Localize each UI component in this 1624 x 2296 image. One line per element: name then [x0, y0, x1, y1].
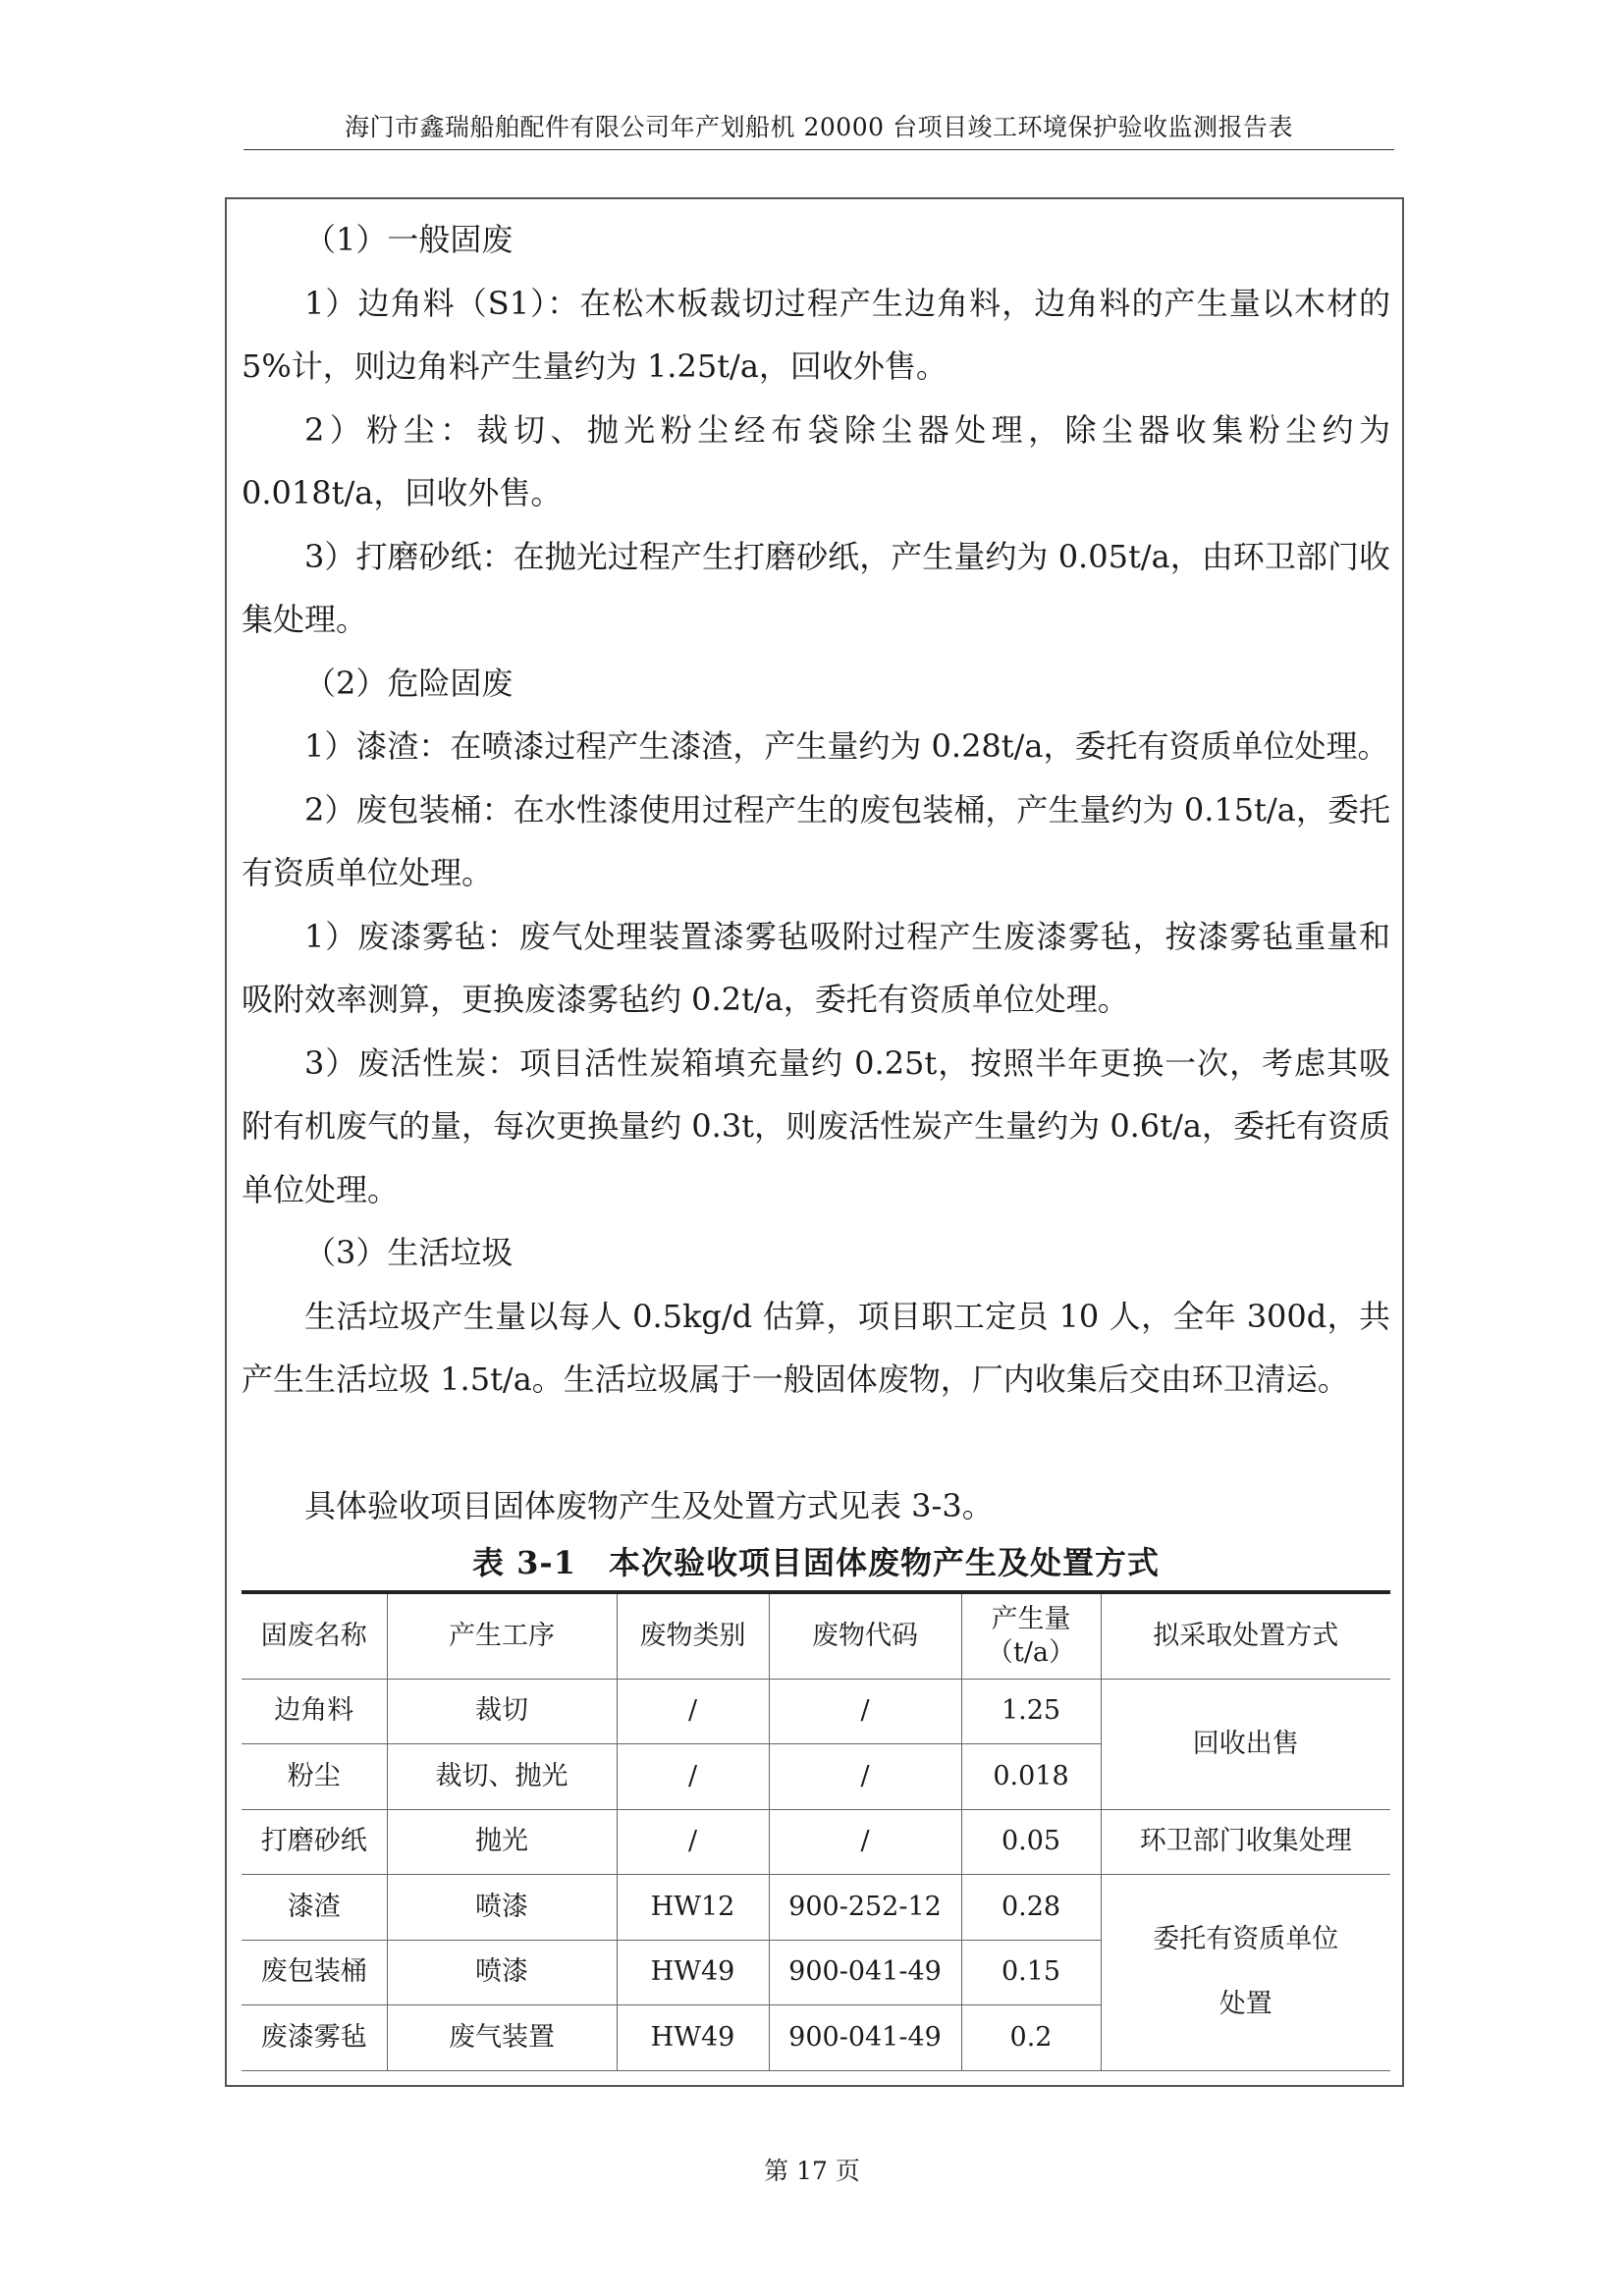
cell-name: 废漆雾毡 — [242, 2005, 387, 2071]
table-header-row — [242, 1592, 1390, 1679]
disposal-qualified-line2: 处置 — [1218, 1989, 1272, 2020]
cell-name: 打磨砂纸 — [242, 1809, 387, 1875]
page-number: 第 17 页 — [764, 2157, 860, 2185]
hazardous-waste-heading: （2）危险固废 — [304, 664, 514, 702]
cell-category: HW12 — [617, 1875, 769, 1941]
cell-category: HW49 — [617, 2005, 769, 2071]
header-amount-line1: 产生量 — [991, 1603, 1071, 1634]
paragraph-sandpaper: 3）打磨砂纸：在抛光过程产生打磨砂纸，产生量约为 0.05t/a，由环卫部门收集处理。 — [242, 537, 1390, 638]
cell-category: / — [617, 1809, 769, 1875]
cell-category: / — [617, 1679, 769, 1744]
cell-disposal-recycle: 回收出售 — [1101, 1679, 1390, 1809]
cell-process: 喷漆 — [387, 1875, 617, 1941]
cell-process: 裁切 — [387, 1679, 617, 1744]
domestic-waste-heading: （3）生活垃圾 — [304, 1234, 514, 1271]
cell-amount: 0.05 — [961, 1809, 1101, 1875]
cell-process: 抛光 — [387, 1809, 617, 1875]
paragraph-paint-residue: 1）漆渣：在喷漆过程产生漆渣，产生量约为 0.28t/a，委托有资质单位处理。 — [304, 727, 1389, 765]
report-header-title: 海门市鑫瑞船舶配件有限公司年产划船机 20000 台项目竣工环境保护验收监测报告表 — [345, 113, 1293, 141]
table-row — [242, 1875, 1390, 1941]
cell-disposal-sanitation: 环卫部门收集处理 — [1101, 1809, 1390, 1875]
paragraph-paint-mist-felt: 1）废漆雾毡：废气处理装置漆雾毡吸附过程产生废漆雾毡，按漆雾毡重量和吸附效率测算，更换废漆雾毡约 0.2t/a，委托有资质单位处理。 — [242, 917, 1390, 1018]
header-process: 产生工序 — [387, 1592, 617, 1679]
general-waste-heading: （1）一般固废 — [304, 221, 514, 258]
solid-waste-table — [242, 1590, 1390, 2071]
header-waste-name: 固废名称 — [242, 1592, 387, 1679]
paragraph-activated-carbon: 3）废活性炭：项目活性炭箱填充量约 0.25t，按照半年更换一次，考虑其吸附有机废气的量，每次更换量约 0.3t，则废活性炭产生量约为 0.6t/a，委托有资质单位处理。 — [242, 1043, 1390, 1208]
cell-amount: 1.25 — [961, 1679, 1101, 1744]
table-row — [242, 1679, 1390, 1744]
paragraph-dust: 2）粉尘：裁切、抛光粉尘经布袋除尘器处理，除尘器收集粉尘约为 0.018t/a，回收外售。 — [242, 410, 1390, 511]
cell-code: 900-252-12 — [769, 1875, 961, 1941]
cell-amount: 0.15 — [961, 1940, 1101, 2005]
cell-code: 900-041-49 — [769, 1940, 961, 2005]
disposal-qualified-line1: 委托有资质单位 — [1153, 1924, 1339, 1955]
table-caption: 表 3-1 本次验收项目固体废物产生及处置方式 — [472, 1544, 1160, 1581]
header-amount-unit: （t/a） — [986, 1636, 1076, 1668]
report-content — [242, 208, 1390, 2071]
cell-amount: 0.018 — [961, 1744, 1101, 1810]
paragraph-offcuts: 1）边角料（S1）：在松木板裁切过程产生边角料，边角料的产生量以木材的 5%计，则边角料产生量约为 1.25t/a，回收外售。 — [242, 284, 1390, 385]
cell-process: 裁切、抛光 — [387, 1744, 617, 1810]
cell-code: / — [769, 1679, 961, 1744]
cell-amount: 0.28 — [961, 1875, 1101, 1941]
spacer — [242, 1412, 1390, 1474]
cell-name: 废包装桶 — [242, 1940, 387, 2005]
header-code: 废物代码 — [769, 1592, 961, 1679]
cell-name: 漆渣 — [242, 1875, 387, 1941]
cell-process: 喷漆 — [387, 1940, 617, 2005]
cell-category: / — [617, 1744, 769, 1810]
header-amount — [961, 1592, 1101, 1679]
cell-code: 900-041-49 — [769, 2005, 961, 2071]
cell-category: HW49 — [617, 1940, 769, 2005]
cell-name: 边角料 — [242, 1679, 387, 1744]
cell-name: 粉尘 — [242, 1744, 387, 1810]
paragraph-table-reference: 具体验收项目固体废物产生及处置方式见表 3-3。 — [304, 1486, 994, 1524]
cell-process: 废气装置 — [387, 2005, 617, 2071]
cell-disposal-qualified — [1101, 1875, 1390, 2071]
cell-code: / — [769, 1744, 961, 1810]
cell-amount: 0.2 — [961, 2005, 1101, 2071]
paragraph-waste-buckets: 2）废包装桶：在水性漆使用过程产生的废包装桶，产生量约为 0.15t/a，委托有资质单位处理。 — [242, 790, 1390, 891]
header-category: 废物类别 — [617, 1592, 769, 1679]
header-disposal: 拟采取处置方式 — [1101, 1592, 1390, 1679]
table-row — [242, 1809, 1390, 1875]
paragraph-domestic-waste: 生活垃圾产生量以每人 0.5kg/d 估算，项目职工定员 10 人，全年 300d，共产生生活垃圾 1.5t/a。生活垃圾属于一般固体废物，厂内收集后交由环卫清运。 — [242, 1297, 1390, 1398]
header-divider — [244, 149, 1394, 150]
cell-code: / — [769, 1809, 961, 1875]
